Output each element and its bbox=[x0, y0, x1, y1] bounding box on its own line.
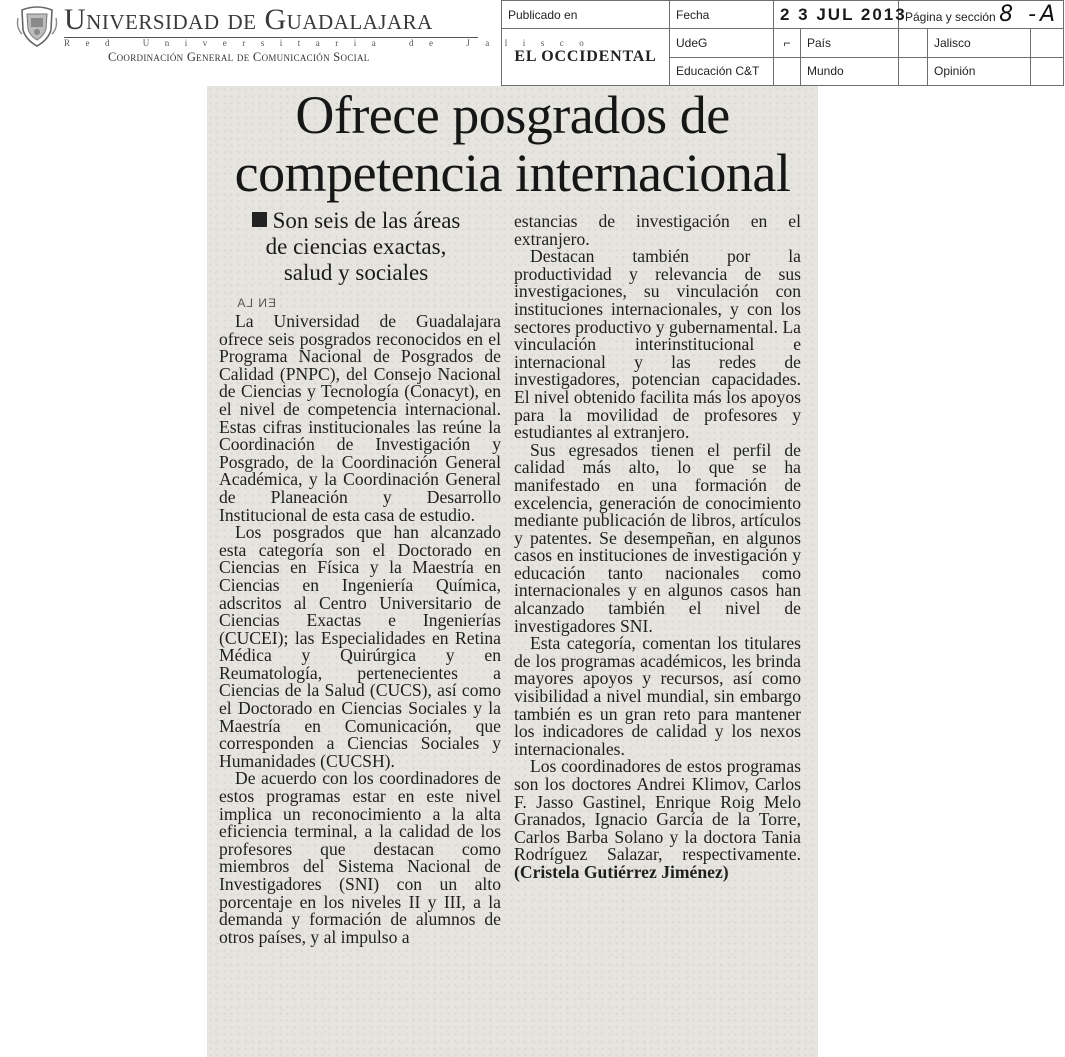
university-seal bbox=[16, 4, 58, 48]
paragraph: estancias de investigación en el extranjero. bbox=[514, 211, 801, 249]
newspaper-name: EL OCCIDENTAL bbox=[502, 29, 670, 86]
paragraph: Los posgrados que han alcanzado esta categoría son el Doctorado en Ciencias en Física y la Maestría en Ciencias en Ingeniería Química, adscritos al Centro Universitario de Ciencias Exactas e Ingenierías (CUCEI); las Especialidades en Retina Médica y Quirúrgica y en Reumatología, pertenecientes a Ciencias de la Salud (CUCS), así como el Doctorado en Ciencias Sociales y la Maestría en Comunicación, que corresponden a Ciencias Sociales y Humanidades (CUCSH). bbox=[219, 522, 501, 771]
byline: (Cristela Gutiérrez Jiménez) bbox=[514, 861, 729, 882]
section-jalisco-mark bbox=[1031, 29, 1064, 57]
published-label: Publicado en bbox=[502, 1, 670, 29]
page-section-label: Página y sección bbox=[905, 10, 996, 25]
paragraph: La Universidad de Guadalajara ofrece seis posgrados reconocidos en el Programa Nacional de Posgrados de Calidad (PNPC), del Consejo Nacional de Ciencias y Tecnología (Conacyt), en el nivel de competencia internacional. Estas cifras institucionales las reúne la Coordinación de Investigación y Posgrado, de la Coordinación General Académica, y la Coordinación General de Planeación y Desarrollo Institucional de esta casa de estudio. bbox=[219, 311, 501, 525]
section-kicker: EN LA bbox=[236, 296, 276, 310]
paragraph: Destacan también por la productividad y relevancia de sus investigaciones, su vinculación con instituciones internacionales, y con los sectores productivo y gubernamental. La vinculación interinstitucional e internacional y las redes de investigadores, potencian capacidades. El nivel obtenido facilita más los apoyos para la movilidad de profesores y estudiantes al extranjero. bbox=[514, 246, 801, 443]
newspaper-clipping bbox=[207, 86, 818, 1057]
paragraph: Sus egresados tienen el perfil de calidad más alto, lo que se ha manifestado en una formación de excelencia, generación de conocimiento mediante publicación de libros, artículos y patentes. Se desempeñan, en algunos casos en instituciones de investigación y educación tanto nacionales como internacionales y en algunos casos han alcanzado también el nivel de investigadores SNI. bbox=[514, 439, 801, 636]
article-headline bbox=[207, 86, 818, 202]
section-mundo-mark bbox=[899, 57, 928, 85]
article-subhead bbox=[219, 208, 501, 286]
page-section-cell bbox=[899, 1, 1064, 29]
paragraph-text: Los coordinadores de estos programas son los doctores Andrei Klimov, Carlos F. Jasso Gastinel, Enrique Roig Melo Granados, Ignacio García de la Torre, Carlos Barba Solano y la doctora Tania Rodríguez Salazar, respectivamente. bbox=[514, 756, 801, 865]
clipping-info-table bbox=[501, 0, 1064, 86]
section-opinion: Opinión bbox=[928, 57, 1031, 85]
date-label: Fecha bbox=[670, 1, 774, 29]
article-column-right bbox=[514, 213, 801, 882]
page-section-value: 8 -A bbox=[999, 2, 1060, 28]
section-pais: País bbox=[801, 29, 899, 57]
article-column-left bbox=[219, 208, 501, 946]
section-pais-mark bbox=[899, 29, 928, 57]
square-bullet-icon bbox=[252, 212, 267, 227]
headline-line-1: Ofrece posgrados de bbox=[295, 85, 730, 145]
subhead-line-2: de ciencias exactas, bbox=[265, 234, 447, 259]
paragraph bbox=[514, 758, 801, 881]
section-educacion-mark bbox=[774, 57, 801, 85]
university-name: Universidad de Guadalajara bbox=[64, 3, 433, 36]
subhead-line-3: salud y sociales bbox=[283, 260, 429, 285]
section-opinion-mark bbox=[1031, 57, 1064, 85]
section-udeg-mark: ⌐ bbox=[774, 29, 801, 57]
section-udeg: UdeG bbox=[670, 29, 774, 57]
subhead-line-1: Son seis de las áreas bbox=[272, 208, 461, 233]
paragraph: Esta categoría, comentan los titulares de los programas académicos, les brinda mayores apoyos y recursos, así como visibilidad a nivel mundial, sin embargo también es un gran reto para mantener los indicadores de calidad y los nexos internacionales. bbox=[514, 633, 801, 759]
paragraph: De acuerdo con los coordinadores de estos programas estar en este nivel implica un reconocimiento a la alta eficiencia terminal, a la calidad de los profesores que destacan como miembros del Sistema Nacional de Investigadores (SNI) con un alto porcentaje en los niveles II y III, a la demanda y formación de alumnos de otros países, y al impulso a bbox=[219, 768, 501, 947]
section-educacion: Educación C&T bbox=[670, 57, 774, 85]
university-network: Red Universitaria de Jalisco bbox=[64, 38, 600, 48]
section-mundo: Mundo bbox=[801, 57, 899, 85]
date-stamp: 2 3 JUL 2013 bbox=[774, 1, 899, 29]
section-jalisco: Jalisco bbox=[928, 29, 1031, 57]
headline-line-2: competencia internacional bbox=[234, 143, 791, 203]
coordination-name: Coordinación General de Comunicación Social bbox=[108, 50, 370, 64]
